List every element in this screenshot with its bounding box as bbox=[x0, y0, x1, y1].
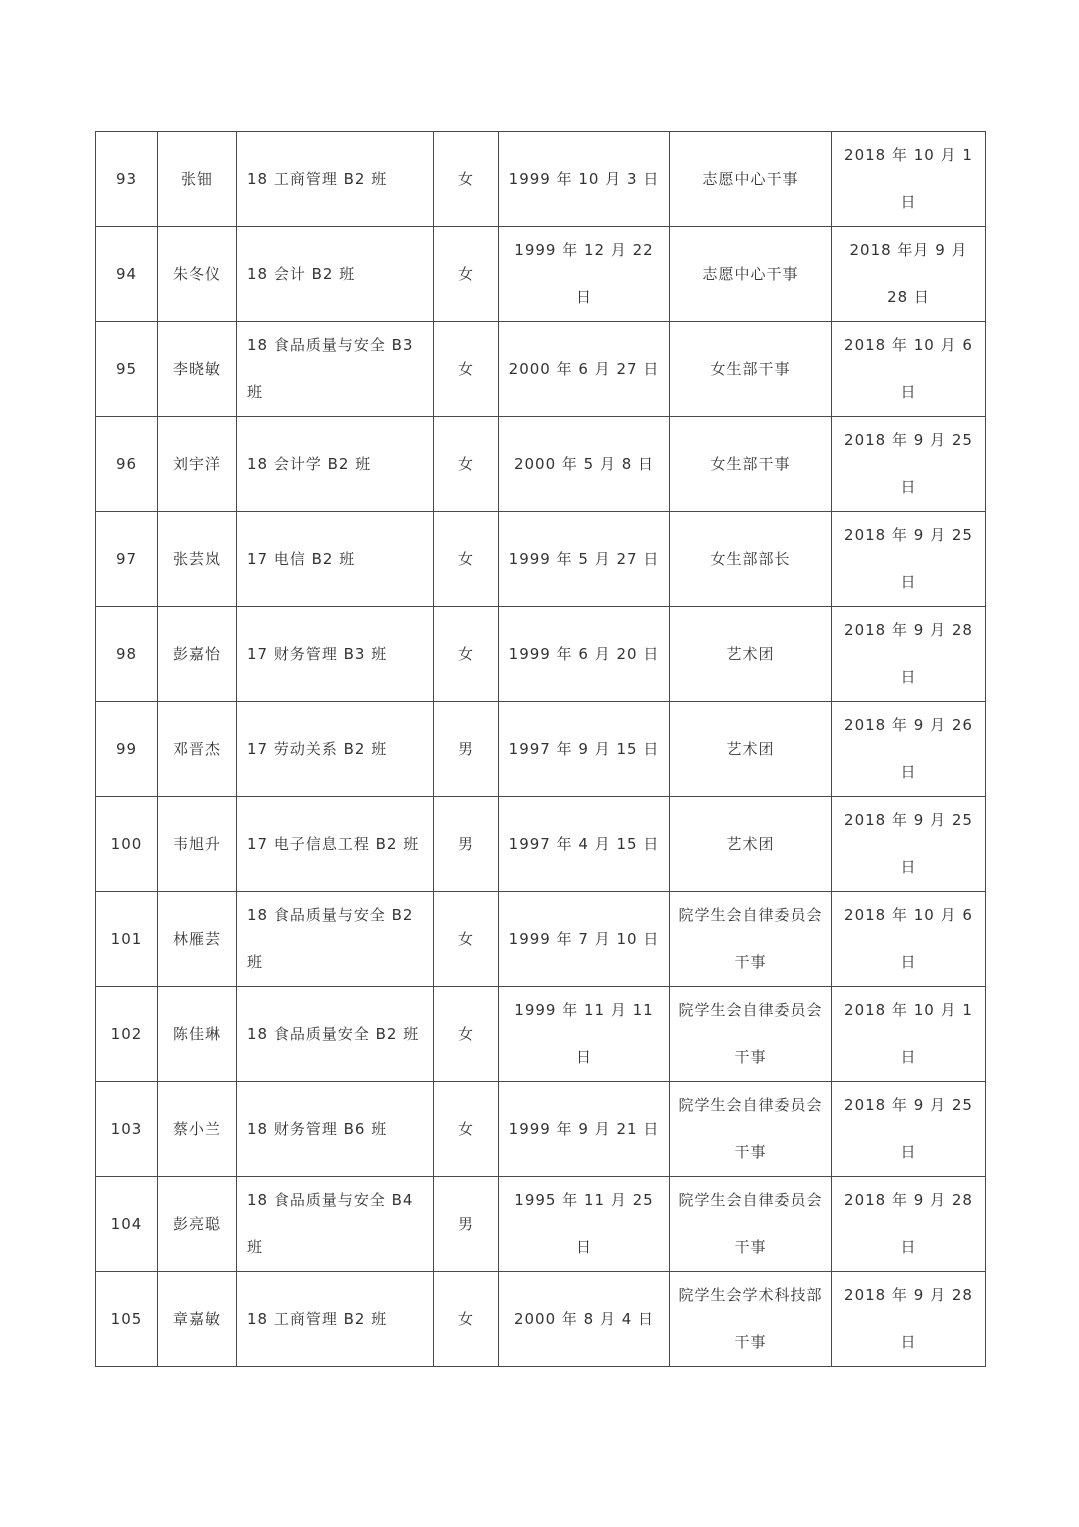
cell-no: 97 bbox=[96, 512, 158, 607]
cell-name: 韦旭升 bbox=[158, 797, 237, 892]
cell-class: 17 电子信息工程 B2 班 bbox=[237, 797, 434, 892]
cell-date: 2018 年 9 月 25 日 bbox=[832, 1082, 986, 1177]
cell-no: 105 bbox=[96, 1272, 158, 1367]
cell-post: 志愿中心干事 bbox=[670, 132, 832, 227]
cell-birth: 2000 年 5 月 8 日 bbox=[499, 417, 670, 512]
cell-birth: 1999 年 7 月 10 日 bbox=[499, 892, 670, 987]
cell-gender: 女 bbox=[434, 892, 499, 987]
cell-gender: 男 bbox=[434, 702, 499, 797]
cell-date: 2018 年 10 月 6 日 bbox=[832, 892, 986, 987]
table-row bbox=[96, 322, 986, 417]
cell-name: 李晓敏 bbox=[158, 322, 237, 417]
cell-no: 93 bbox=[96, 132, 158, 227]
cell-class: 18 工商管理 B2 班 bbox=[237, 1272, 434, 1367]
table-row bbox=[96, 1272, 986, 1367]
cell-birth: 2000 年 8 月 4 日 bbox=[499, 1272, 670, 1367]
cell-post: 院学生会自律委员会干事 bbox=[670, 1177, 832, 1272]
table-row bbox=[96, 132, 986, 227]
cell-post: 女生部干事 bbox=[670, 322, 832, 417]
cell-post: 院学生会自律委员会干事 bbox=[670, 987, 832, 1082]
cell-date: 2018 年 9 月 26 日 bbox=[832, 702, 986, 797]
cell-no: 96 bbox=[96, 417, 158, 512]
cell-name: 张钿 bbox=[158, 132, 237, 227]
cell-birth: 1999 年 6 月 20 日 bbox=[499, 607, 670, 702]
cell-class: 18 财务管理 B6 班 bbox=[237, 1082, 434, 1177]
cell-class: 18 食品质量与安全 B3 班 bbox=[237, 322, 434, 417]
cell-name: 彭亮聪 bbox=[158, 1177, 237, 1272]
cell-no: 94 bbox=[96, 227, 158, 322]
cell-birth: 1995 年 11 月 25 日 bbox=[499, 1177, 670, 1272]
table-row bbox=[96, 417, 986, 512]
cell-birth: 2000 年 6 月 27 日 bbox=[499, 322, 670, 417]
table-row bbox=[96, 512, 986, 607]
cell-name: 刘宇洋 bbox=[158, 417, 237, 512]
cell-birth: 1999 年 10 月 3 日 bbox=[499, 132, 670, 227]
cell-name: 章嘉敏 bbox=[158, 1272, 237, 1367]
cell-class: 17 财务管理 B3 班 bbox=[237, 607, 434, 702]
cell-gender: 男 bbox=[434, 797, 499, 892]
cell-birth: 1999 年 5 月 27 日 bbox=[499, 512, 670, 607]
cell-gender: 女 bbox=[434, 987, 499, 1082]
cell-class: 18 食品质量与安全 B2 班 bbox=[237, 892, 434, 987]
cell-no: 102 bbox=[96, 987, 158, 1082]
cell-post: 艺术团 bbox=[670, 797, 832, 892]
cell-birth: 1997 年 9 月 15 日 bbox=[499, 702, 670, 797]
cell-class: 18 食品质量安全 B2 班 bbox=[237, 987, 434, 1082]
cell-name: 朱冬仪 bbox=[158, 227, 237, 322]
cell-post: 艺术团 bbox=[670, 702, 832, 797]
member-table bbox=[95, 131, 986, 1367]
cell-gender: 男 bbox=[434, 1177, 499, 1272]
cell-birth: 1997 年 4 月 15 日 bbox=[499, 797, 670, 892]
table-row bbox=[96, 987, 986, 1082]
cell-date: 2018 年 9 月 25 日 bbox=[832, 797, 986, 892]
cell-birth: 1999 年 11 月 11 日 bbox=[499, 987, 670, 1082]
table-row bbox=[96, 1082, 986, 1177]
cell-post: 女生部部长 bbox=[670, 512, 832, 607]
cell-gender: 女 bbox=[434, 607, 499, 702]
cell-class: 17 电信 B2 班 bbox=[237, 512, 434, 607]
cell-class: 18 会计学 B2 班 bbox=[237, 417, 434, 512]
cell-date: 2018 年 9 月 28 日 bbox=[832, 1177, 986, 1272]
cell-date: 2018 年 9 月 28 日 bbox=[832, 607, 986, 702]
cell-class: 18 工商管理 B2 班 bbox=[237, 132, 434, 227]
cell-no: 104 bbox=[96, 1177, 158, 1272]
cell-gender: 女 bbox=[434, 512, 499, 607]
table-row bbox=[96, 892, 986, 987]
cell-name: 张芸岚 bbox=[158, 512, 237, 607]
table-row bbox=[96, 607, 986, 702]
cell-birth: 1999 年 12 月 22 日 bbox=[499, 227, 670, 322]
cell-date: 2018 年 10 月 1 日 bbox=[832, 132, 986, 227]
cell-post: 志愿中心干事 bbox=[670, 227, 832, 322]
cell-no: 99 bbox=[96, 702, 158, 797]
table-row bbox=[96, 702, 986, 797]
table-row bbox=[96, 1177, 986, 1272]
cell-date: 2018 年 10 月 6 日 bbox=[832, 322, 986, 417]
cell-class: 18 食品质量与安全 B4 班 bbox=[237, 1177, 434, 1272]
cell-birth: 1999 年 9 月 21 日 bbox=[499, 1082, 670, 1177]
cell-no: 103 bbox=[96, 1082, 158, 1177]
table-row bbox=[96, 227, 986, 322]
cell-date: 2018 年月 9 月 28 日 bbox=[832, 227, 986, 322]
cell-name: 陈佳琳 bbox=[158, 987, 237, 1082]
cell-post: 女生部干事 bbox=[670, 417, 832, 512]
cell-post: 艺术团 bbox=[670, 607, 832, 702]
cell-class: 17 劳动关系 B2 班 bbox=[237, 702, 434, 797]
cell-post: 院学生会自律委员会干事 bbox=[670, 892, 832, 987]
cell-gender: 女 bbox=[434, 417, 499, 512]
cell-name: 蔡小兰 bbox=[158, 1082, 237, 1177]
cell-no: 100 bbox=[96, 797, 158, 892]
cell-no: 98 bbox=[96, 607, 158, 702]
cell-gender: 女 bbox=[434, 1272, 499, 1367]
cell-no: 95 bbox=[96, 322, 158, 417]
cell-gender: 女 bbox=[434, 1082, 499, 1177]
cell-gender: 女 bbox=[434, 227, 499, 322]
cell-gender: 女 bbox=[434, 132, 499, 227]
cell-name: 林雁芸 bbox=[158, 892, 237, 987]
cell-post: 院学生会学术科技部干事 bbox=[670, 1272, 832, 1367]
cell-class: 18 会计 B2 班 bbox=[237, 227, 434, 322]
cell-name: 邓晋杰 bbox=[158, 702, 237, 797]
cell-no: 101 bbox=[96, 892, 158, 987]
cell-date: 2018 年 9 月 25 日 bbox=[832, 417, 986, 512]
cell-name: 彭嘉怡 bbox=[158, 607, 237, 702]
table-row bbox=[96, 797, 986, 892]
cell-date: 2018 年 10 月 1 日 bbox=[832, 987, 986, 1082]
cell-gender: 女 bbox=[434, 322, 499, 417]
cell-date: 2018 年 9 月 28 日 bbox=[832, 1272, 986, 1367]
cell-post: 院学生会自律委员会干事 bbox=[670, 1082, 832, 1177]
cell-date: 2018 年 9 月 25 日 bbox=[832, 512, 986, 607]
